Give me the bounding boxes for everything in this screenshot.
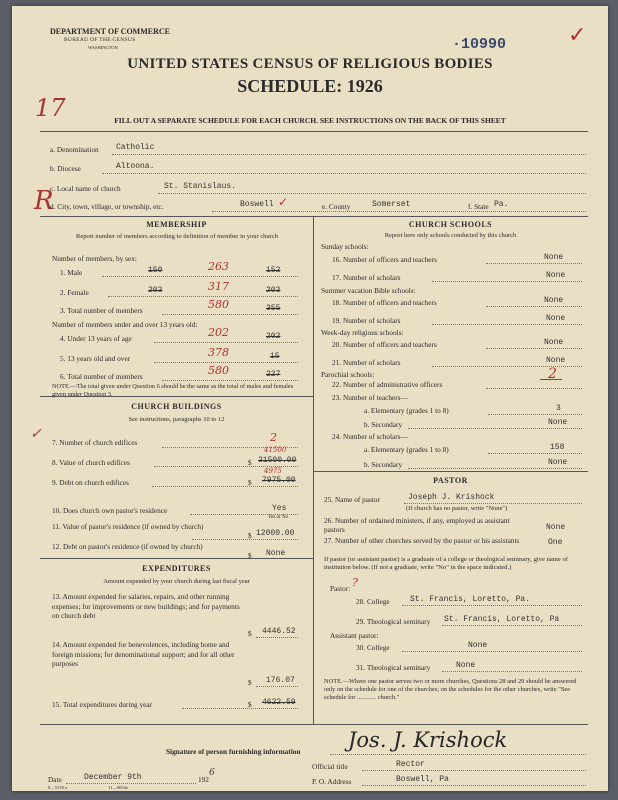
male-old: 150 bbox=[148, 266, 163, 275]
q24b-label: b. Secondary bbox=[364, 460, 403, 469]
over-13-alt: 15 bbox=[270, 352, 280, 361]
total-expenditures-value: 4622.59 bbox=[262, 698, 296, 707]
q25-value: Joseph J. Krishock bbox=[408, 493, 495, 502]
divider bbox=[40, 131, 588, 132]
city-value: Boswell bbox=[240, 200, 274, 209]
q26-value: None bbox=[546, 523, 566, 532]
q27-value: One bbox=[548, 538, 563, 547]
pastor-title: PASTOR bbox=[433, 476, 468, 485]
edifices-value-correction: 41500 bbox=[264, 446, 287, 454]
residence-value: 12000.00 bbox=[256, 529, 295, 538]
margin-number: 17 bbox=[35, 94, 66, 122]
signature-label: Signature of person furnishing information bbox=[166, 747, 301, 756]
edifices-count-label: 7. Number of church edifices bbox=[52, 438, 138, 447]
q20-label: 20. Number of officers and teachers bbox=[332, 340, 437, 349]
male-value: 263 bbox=[208, 260, 229, 273]
county-label: e. County bbox=[322, 202, 351, 211]
state-label: f. State bbox=[468, 202, 489, 211]
denomination-value: Catholic bbox=[116, 143, 155, 152]
salaries-value: 4446.52 bbox=[262, 627, 296, 636]
yes-no-hint: Yes or No bbox=[268, 515, 289, 520]
owns-residence-label: 10. Does church own pastor's residence bbox=[52, 506, 168, 515]
assistant-subheading: Assistant pastor: bbox=[330, 631, 379, 640]
total-members-2-value: 580 bbox=[208, 364, 229, 377]
bureau-label: BUREAU OF THE CENSUS bbox=[64, 37, 136, 43]
edifices-debt-correction: 4975 bbox=[264, 467, 282, 475]
q17-label: 17. Number of scholars bbox=[332, 273, 401, 282]
po-address-value: Boswell, Pa bbox=[396, 775, 449, 784]
q23b-value: None bbox=[548, 418, 568, 427]
q27-label: 27. Number of other churches served by the pastor or his assistants bbox=[324, 536, 520, 545]
q23a-value: 3 bbox=[556, 404, 561, 413]
q23-label: 23. Number of teachers— bbox=[332, 393, 408, 402]
buildings-title: CHURCH BUILDINGS bbox=[131, 402, 222, 411]
q30-label: 30. College bbox=[356, 643, 390, 652]
membership-title: MEMBERSHIP bbox=[146, 220, 207, 229]
total-members-value: 580 bbox=[208, 298, 229, 311]
pastor-subheading: Pastor: bbox=[330, 584, 351, 593]
q24a-label: a. Elementary (grades 1 to 8) bbox=[364, 445, 449, 454]
membership-intro: Report number of members according to definition of member in your church bbox=[76, 233, 278, 240]
benevolences-value: 176.07 bbox=[266, 676, 295, 685]
q18-label: 18. Number of officers and teachers bbox=[332, 298, 437, 307]
q18-value: None bbox=[544, 296, 564, 305]
under-over-label: Number of members under and over 13 years old: bbox=[52, 320, 198, 329]
official-title-value: Rector bbox=[396, 760, 425, 769]
q24a-value: 158 bbox=[550, 443, 565, 452]
owns-residence-value: Yes bbox=[272, 504, 287, 513]
q16-value: None bbox=[544, 253, 564, 262]
form-title: UNITED STATES CENSUS OF RELIGIOUS BODIES bbox=[127, 56, 493, 72]
q20-value: None bbox=[544, 338, 564, 347]
female-alt: 203 bbox=[266, 286, 281, 295]
q19-label: 19. Number of scholars bbox=[332, 316, 401, 325]
q30-value: None bbox=[468, 641, 488, 650]
print-code: 11—9054e bbox=[108, 785, 128, 790]
date-value: December 9th bbox=[84, 773, 142, 782]
county-value: Somerset bbox=[372, 200, 411, 209]
official-title-label: Official title bbox=[312, 762, 348, 771]
form-code: 8—5318 a bbox=[48, 785, 67, 790]
under-13-label: 4. Under 13 years of age bbox=[60, 334, 132, 343]
q24-label: 24. Number of scholars— bbox=[332, 432, 408, 441]
q28-value: St. Francis, Loretto, Pa. bbox=[410, 595, 531, 604]
church-name-label: c. Local name of church bbox=[50, 184, 121, 193]
summer-label: Summer vacation Bible schools: bbox=[321, 286, 416, 295]
weekday-label: Week-day religious schools: bbox=[321, 328, 404, 337]
tick-icon: ✓ bbox=[278, 195, 289, 209]
city-label-field: d. City, town, village, or township, etc. bbox=[50, 202, 164, 211]
q23b-label: b. Secondary bbox=[364, 420, 403, 429]
expenditures-sub: Amount expended by your church during last fiscal year bbox=[103, 578, 250, 585]
female-old: 203 bbox=[148, 286, 163, 295]
city-label: WASHINGTON bbox=[88, 45, 118, 50]
female-value: 317 bbox=[208, 280, 229, 293]
department-label: DEPARTMENT OF COMMERCE bbox=[50, 27, 171, 36]
q24b-value: None bbox=[548, 458, 568, 467]
over-13-label: 5. 13 years old and over bbox=[60, 354, 131, 363]
date-year-hand: 6 bbox=[209, 768, 215, 778]
expenditures-title: EXPENDITURES bbox=[142, 564, 211, 573]
census-schedule-sheet: DEPARTMENT OF COMMERCE BUREAU OF THE CENSUS WASHINGTON ·10990 ✓ UNITED STATES CENSUS OF RELIGIOUS BODIES SCHEDULE: 1926 17 FILL OUT A SEPARATE SCHEDULE FOR EACH CHURCH. SEE INSTRUCTIONS ON THE BACK OF THIS SHEET a. Denomination Catholic b. Diocese Altoona. R c. Local name of church St. Stanislaus. d. City, town, village, or township, etc. Boswell ✓ e. County Somerset f. State Pa. MEMBERSHIP Report number of members according to definition of member in your church Number of members, by sex: 1. Male 150 263 152 2. Female 203 317 203 3. Total number of members 580 355 Number of members under and over 13 years old: 4. Under 13 years of age 202 202 5. 13 years old and over 378 15 6. Total number of members 580 227 NOTE.—The total given under Question 6 should be the same as the total of males and females given under Question 3. CHURCH BUILDINGS See instructions, paragraphs 10 to 12 ✓ 7. Number of church edifices 2 8. Value of church edifices $ 41500 31500.00 9. Debt on church edifices $ 4975 7975.00 10. Does church own pastor's residence Yes Yes or No 11. Value of pastor's residence (if owned by church) $ 12000.00 12. Debt on pastor's residence (if owned by church) $ None EXPENDITURES Amount expended by your church during last fiscal year 13. Amount expended for salaries, repairs, and other running expenses; for improvements or new buildings; and for payments on church debt $ 4446.52 14. Amount expended for benevolences, including home and foreign missions; for denominational support; and for all other purposes $ 176.07 15. Total expenditures during year $ 4622.59 CHURCH SCHOOLS Report here only schools conducted by this church Sunday schools: 16. Number of officers and teachers None 17. Number of scholars None Summer vacation Bible schools: 18. Number of officers and teachers None 19. Number of scholars None Week-day religious schools: 20. Number of officers and teachers None 21. Number of scholars None Parochial schools: 22. Number of administrative officers 2 23. Number of teachers— a. Elementary (grades 1 to 8) 3 b. Secondary None 24. Number of scholars— a. Elementary (grades 1 to 8) 158 b. Secondary None PASTOR 25. Name of pastor Joseph J. Krishock (If church has no pastor, write "None") 26. Number of ordained ministers, if any, employed as assistant pastors None 27. Number of other churches served by the pastor or his assistants One If pastor (or assistant pastor) is a graduate of a college or theological seminary, give name of institution below. (If not a graduate, write "No" in the space indicated.) Pastor: ? 28. College St. Francis, Loretto, Pa. 29. Theological seminary St. Francis, Loretto, Pa Assistant pastor: 30. College None 31. Theological seminary None NOTE.—Where one pastor serves two or more churches, Questions 28 and 29 should be answered only on the schedule for one of the churches; on the schedules for the other churches, write "See schedule for ............ church." Signature of person furnishing information Jos. J. Krishock Official title Rector Date December 9th 192 6 P. O. Address Boswell, Pa 8—5318 a 11—9054e bbox=[12, 6, 608, 791]
by-sex-label: Number of members, by sex: bbox=[52, 254, 137, 263]
q26-label: 26. Number of ordained ministers, if any, employed as assistant pastors bbox=[324, 516, 510, 534]
church-name-value: St. Stanislaus. bbox=[164, 182, 237, 191]
total-members-2-label: 6. Total number of members bbox=[60, 372, 143, 381]
q21-value: None bbox=[546, 356, 566, 365]
diocese-value: Altoona. bbox=[116, 162, 155, 171]
q25-hint: (If church has no pastor, write "None") bbox=[406, 505, 508, 512]
q31-label: 31. Theological seminary bbox=[356, 663, 431, 672]
schools-title: CHURCH SCHOOLS bbox=[408, 220, 493, 229]
total-members-2-alt: 227 bbox=[266, 370, 281, 379]
over-13-value: 378 bbox=[208, 346, 229, 359]
pastor-mark: ? bbox=[352, 576, 358, 589]
q29-value: St. Francis, Loretto, Pa bbox=[444, 615, 560, 624]
graduate-note: If pastor (or assistant pastor) is a graduate of a college or theological seminary, give name of institution below. (If not a graduate, write "No" in the space indicated.) bbox=[324, 556, 569, 571]
total-expenditures-label: 15. Total expenditures during year bbox=[52, 700, 153, 709]
male-alt: 152 bbox=[266, 266, 281, 275]
pastor-note: NOTE.—Where one pastor serves two or more churches, Questions 28 and 29 should be answered only on the schedule for one of the churches; on the schedules for the other churches, write "See schedule for ............ church." bbox=[324, 678, 577, 701]
female-label: 2. Female bbox=[60, 288, 89, 297]
q28-label: 28. College bbox=[356, 597, 390, 606]
edifices-debt-label: 9. Debt on church edifices bbox=[52, 478, 129, 487]
serial-number: ·10990 bbox=[452, 36, 507, 53]
check-mark-icon: ✓ bbox=[568, 22, 587, 47]
instruction-line: FILL OUT A SEPARATE SCHEDULE FOR EACH CHURCH. SEE INSTRUCTIONS ON THE BACK OF THIS SHEET bbox=[114, 116, 506, 125]
male-label: 1. Male bbox=[60, 268, 83, 277]
diocese-label: b. Diocese bbox=[50, 164, 81, 173]
edifices-value: 31500.00 bbox=[258, 456, 297, 465]
state-value: Pa. bbox=[494, 200, 509, 209]
buildings-sub: See instructions, paragraphs 10 to 12 bbox=[128, 416, 225, 423]
under-13-alt: 202 bbox=[266, 332, 281, 341]
benevolences-label: 14. Amount expended for benevolences, including home and foreign missions; for denominational support; and for all other purposes bbox=[52, 640, 235, 668]
date-label: Date bbox=[48, 775, 62, 784]
membership-note: NOTE.—The total given under Question 6 should be the same as the total of males and females given under Question 3. bbox=[52, 383, 294, 398]
residence-value-label: 11. Value of pastor's residence (if owned by church) bbox=[52, 522, 204, 531]
q31-value: None bbox=[456, 661, 476, 670]
signature: Jos. J. Krishock bbox=[348, 728, 508, 752]
q21-label: 21. Number of scholars bbox=[332, 358, 401, 367]
q29-label: 29. Theological seminary bbox=[356, 617, 431, 626]
residence-debt: None bbox=[266, 549, 286, 558]
residence-debt-label: 12. Debt on pastor's residence (if owned by church) bbox=[52, 542, 203, 551]
date-year: 192 bbox=[198, 775, 209, 784]
column-divider bbox=[313, 216, 314, 724]
q22-value: 2 bbox=[548, 366, 557, 382]
q16-label: 16. Number of officers and teachers bbox=[332, 255, 437, 264]
margin-r-mark: R bbox=[34, 186, 54, 216]
schools-intro: Report here only schools conducted by this church bbox=[384, 232, 517, 239]
edifices-value-label: 8. Value of church edifices bbox=[52, 458, 130, 467]
margin-check-icon: ✓ bbox=[30, 426, 42, 442]
denomination-label: a. Denomination bbox=[50, 145, 99, 154]
sunday-label: Sunday schools: bbox=[321, 242, 369, 251]
total-members-label: 3. Total number of members bbox=[60, 306, 143, 315]
edifices-count-value: 2 bbox=[270, 431, 277, 444]
q17-value: None bbox=[546, 271, 566, 280]
po-address-label: P. O. Address bbox=[312, 777, 352, 786]
parochial-label: Parochial schools: bbox=[321, 370, 375, 379]
salaries-label: 13. Amount expended for salaries, repairs, and other running expenses; for improvements or new buildings; and for payments on church debt bbox=[52, 592, 240, 620]
q23a-label: a. Elementary (grades 1 to 8) bbox=[364, 406, 449, 415]
total-members-alt: 355 bbox=[266, 304, 281, 313]
q19-value: None bbox=[546, 314, 566, 323]
edifices-debt: 7975.00 bbox=[262, 476, 296, 485]
q22-label: 22. Number of administrative officers bbox=[332, 380, 443, 389]
q25-label: 25. Name of pastor bbox=[324, 495, 380, 504]
schedule-title: SCHEDULE: 1926 bbox=[237, 76, 383, 96]
under-13-value: 202 bbox=[208, 326, 229, 339]
